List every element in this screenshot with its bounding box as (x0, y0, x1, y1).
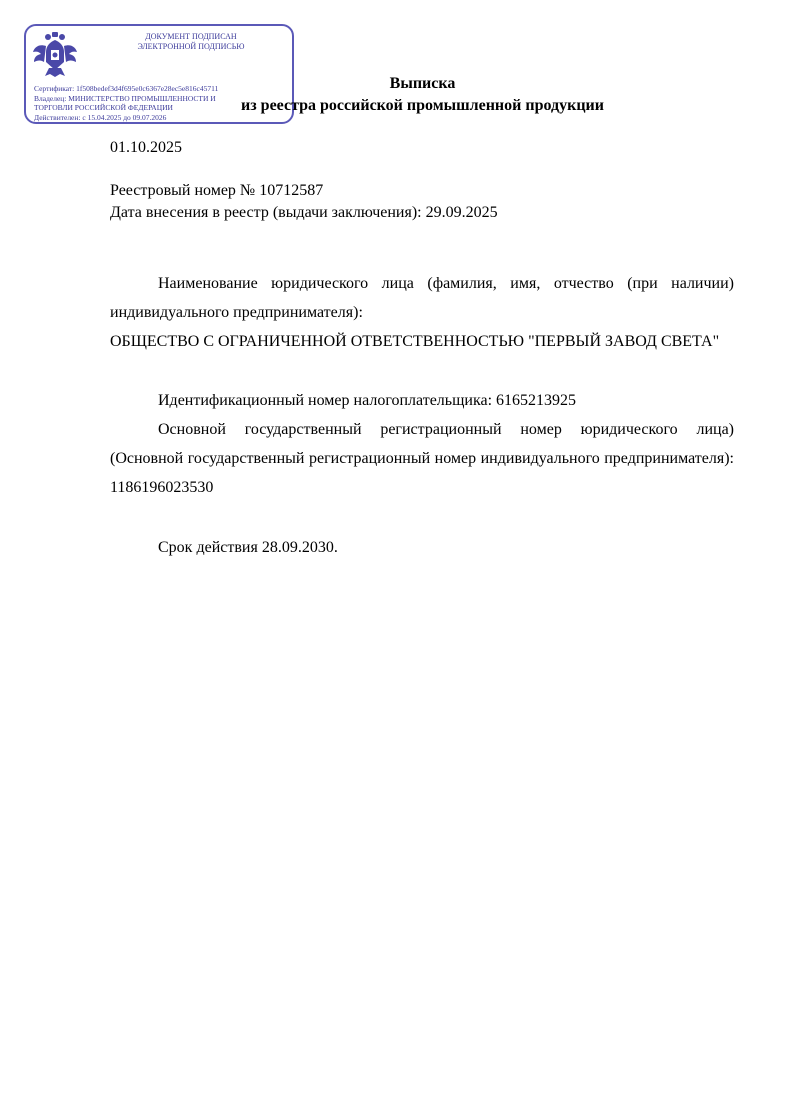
document-title-line1: Выписка (389, 75, 456, 92)
ogrn: Основной государственный регистрационный номер юридического лица) (Основной государственный регистрационный номер индивидуального предпринимателя): 1186196023530 (110, 421, 734, 496)
document-date: 01.10.2025 (110, 139, 182, 156)
stamp-title-line2: ЭЛЕКТРОННОЙ ПОДПИСЬЮ (137, 42, 245, 51)
inn: Идентификационный номер налогоплательщика: 6165213925 (158, 392, 577, 409)
entry-date: Дата внесения в реестр (выдачи заключения): 29.09.2025 (110, 204, 498, 221)
stamp-title-line1: ДОКУМЕНТ ПОДПИСАН (145, 32, 237, 41)
stamp-valid: Действителен: с 15.04.2025 до 09.07.2026 (34, 112, 167, 122)
entity-name: ОБЩЕСТВО С ОГРАНИЧЕННОЙ ОТВЕТСТВЕННОСТЬЮ "ПЕРВЫЙ ЗАВОД СВЕТА" (110, 333, 720, 350)
stamp-certificate: Сертификат: 1f508bedef3d4f695e0c6367e28ec5e816c45711 (34, 84, 219, 93)
validity: Срок действия 28.09.2030. (158, 539, 338, 556)
stamp-owner-line2: ТОРГОВЛИ РОССИЙСКОЙ ФЕДЕРАЦИИ (34, 103, 173, 112)
registry-number: Реестровый номер № 10712587 (110, 182, 324, 199)
document-subtitle: из реестра российской промышленной продукции (241, 97, 604, 114)
document-title (110, 75, 735, 93)
stamp-owner-line1: Владелец: МИНИСТЕРСТВО ПРОМЫШЛЕННОСТИ И (34, 93, 216, 103)
stamp-title (96, 32, 286, 52)
entity-label: Наименование юридического лица (фамилия, имя, отчество (при наличии) индивидуального предпринимателя): (110, 275, 734, 321)
double-headed-eagle-icon (32, 30, 78, 78)
